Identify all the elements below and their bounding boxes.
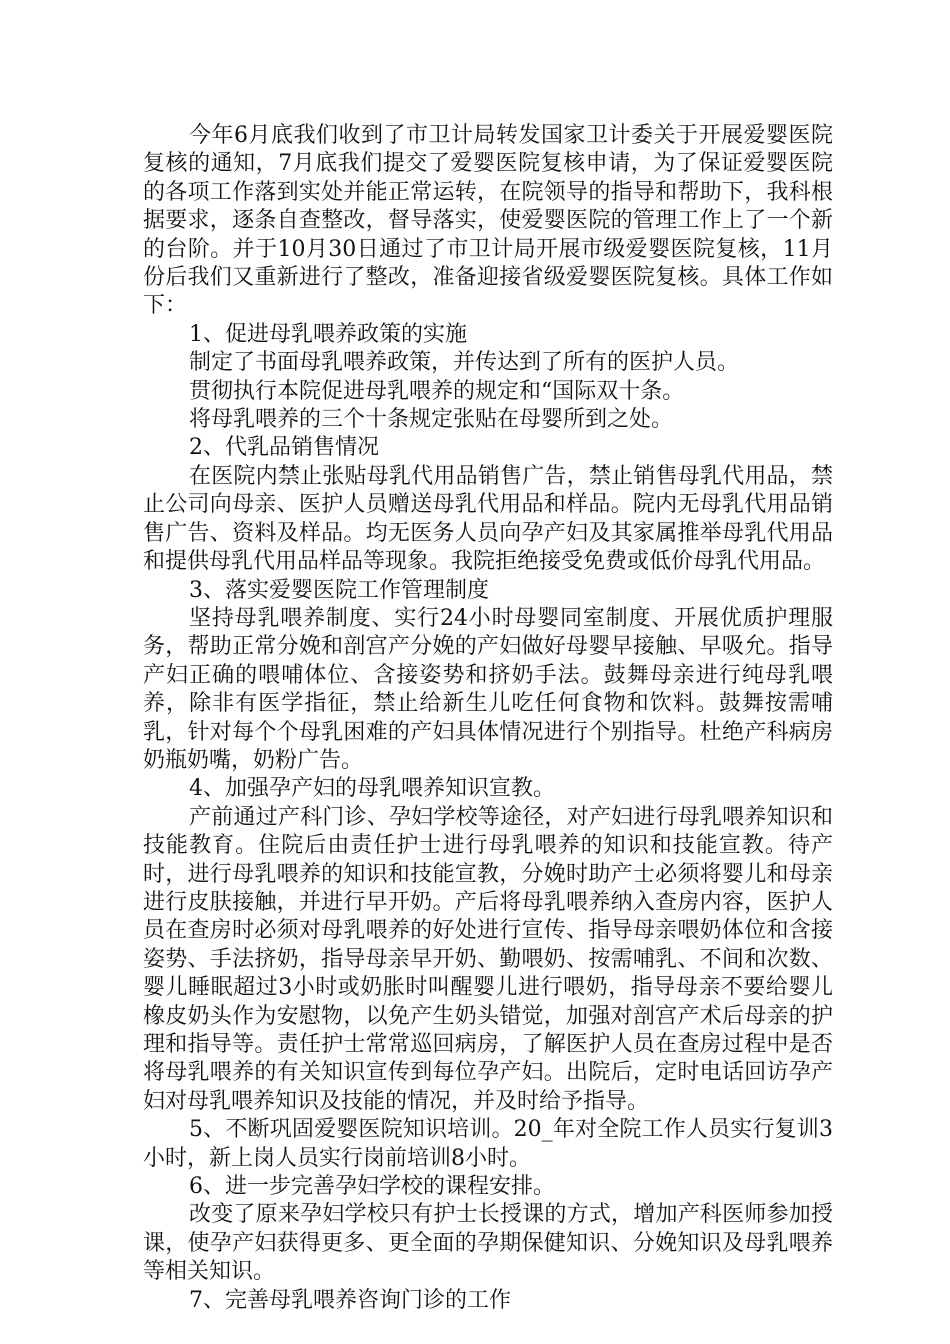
body-paragraph: 制定了书面母乳喂养政策，并传达到了所有的医护人员。 xyxy=(189,350,740,376)
body-paragraph: 贯彻执行本院促进母乳喂养的规定和“国际双十条。 xyxy=(189,378,685,404)
body-paragraph: 改变了原来孕妇学校只有护士长授课的方式，增加产科医师参加授课，使孕产妇获得更多、更全面的孕期保健知识、分娩知识及母乳喂养等相关知识。 xyxy=(143,1202,833,1285)
section-heading-3: 3、落实爱婴医院工作管理制度 xyxy=(189,577,489,603)
document-body xyxy=(143,122,833,1315)
body-paragraph: 坚持母乳喂养制度、实行24小时母婴同室制度、开展优质护理服务，帮助正常分娩和剖宫产分娩的产妇做好母婴早接触、早吸允。指导产妇正确的喂哺体位、含接姿势和挤奶手法。鼓舞母亲进行纯母乳喂养，除非有医学指征，禁止给新生儿吃任何食物和饮料。鼓舞按需哺乳，针对每个个母乳困难的产妇具体情况进行个别指导。杜绝产科病房奶瓶奶嘴，奶粉广告。 xyxy=(143,605,833,773)
section-heading-1: 1、促进母乳喂养政策的实施 xyxy=(189,321,467,347)
body-paragraph: 将母乳喂养的三个十条规定张贴在母婴所到之处。 xyxy=(189,407,674,433)
section-heading-4: 4、加强孕产妇的母乳喂养知识宣教。 xyxy=(189,776,555,802)
section-heading-6: 6、进一步完善孕妇学校的课程安排。 xyxy=(189,1174,555,1200)
section-heading-2: 2、代乳品销售情况 xyxy=(189,435,379,461)
section-heading-5: 5、不断巩固爱婴医院知识培训。20_年对全院工作人员实行复训3小时，新上岗人员实行岗前培训8小时。 xyxy=(143,1117,833,1171)
body-paragraph: 产前通过产科门诊、孕妇学校等途径，对产妇进行母乳喂养知识和技能教育。住院后由责任护士进行母乳喂养的知识和技能宣教。待产时，进行母乳喂养的知识和技能宣教，分娩时助产士必须将婴儿和母亲进行皮肤接触，并进行早开奶。产后将母乳喂养纳入查房内容，医护人员在查房时必须对母乳喂养的好处进行宣传、指导母亲喂奶体位和含接姿势、手法挤奶，指导母亲早开奶、勤喂奶、按需哺乳、不间和次数、婴儿睡眠超过3小时或奶胀时叫醒婴儿进行喂奶，指导母亲不要给婴儿橡皮奶头作为安慰物，以免产生奶头错觉，加强对剖宫产术后母亲的护理和指导等。责任护士常常巡回病房，了解医护人员在查房过程中是否将母乳喂养的有关知识宣传到每位孕产妇。出院后，定时电话回访孕产妇对母乳喂养知识及技能的情况，并及时给予指导。 xyxy=(143,804,833,1114)
section-heading-7: 7、完善母乳喂养咨询门诊的工作 xyxy=(189,1287,511,1313)
body-paragraph: 在医院内禁止张贴母乳代用品销售广告，禁止销售母乳代用品，禁止公司向母亲、医护人员赠送母乳代用品和样品。院内无母乳代用品销售广告、资料及样品。均无医务人员向孕产妇及其家属推举母乳代用品和提供母乳代用品样品等现象。我院拒绝接受免费或低价母乳代用品。 xyxy=(143,463,833,575)
intro-paragraph: 今年6月底我们收到了市卫计局转发国家卫计委关于开展爱婴医院复核的通知，7月底我们提交了爱婴医院复核申请，为了保证爱婴医院的各项工作落到实处并能正常运转，在院领导的指导和帮助下，我科根据要求，逐条自查整改，督导落实，使爱婴医院的管理工作上了一个新的台阶。并于10月30日通过了市卫计局开展市级爱婴医院复核，11月份后我们又重新进行了整改，准备迎接省级爱婴医院复核。具体工作如下： xyxy=(143,123,833,319)
